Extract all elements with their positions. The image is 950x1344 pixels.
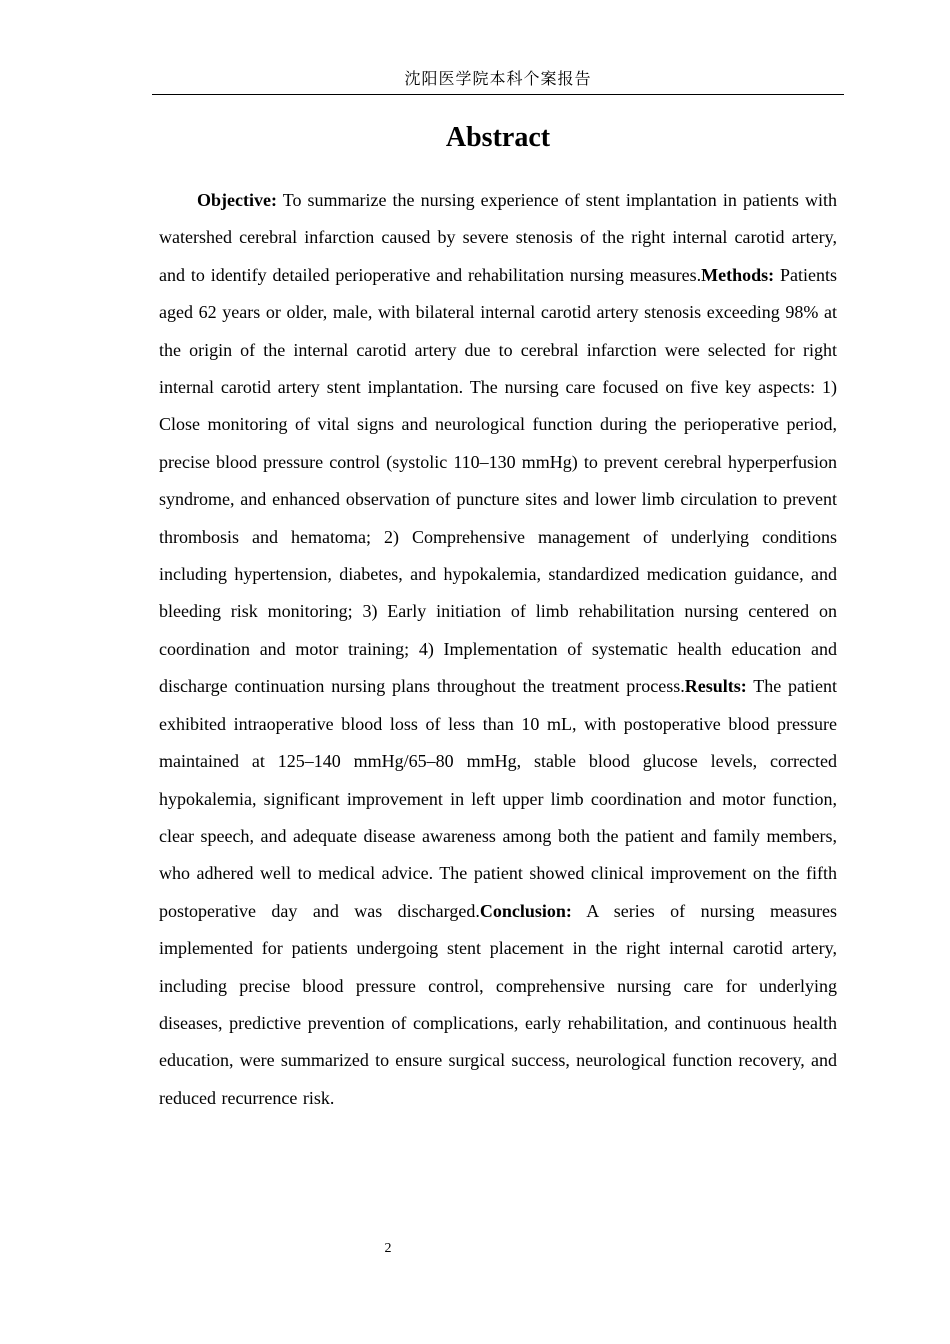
abstract-heading: Abstract (445, 122, 551, 153)
results-text: The patient exhibited intraoperative blood loss of less than 10 mL, with postoperative blood pressure maintained at 125–140 mmHg/65–80 mmHg, stable blood glucose levels, corrected hypokalemia, significant improvement in left upper limb coordination and motor function, clear speech, and adequate disease awareness among both the patient and family members, who adhered well to medical advice. The patient showed clinical improvement on the fifth postoperative day and was discharged. (159, 676, 837, 921)
objective-text: To summarize the nursing experience of stent implantation in patients with watershed cerebral infarction caused by severe stenosis of the right internal carotid artery, and to identify detailed perioperative and rehabilitation nursing measures. (159, 190, 837, 285)
results-label: Results: (684, 676, 747, 697)
page-header: 沈阳医学院本科个案报告 (152, 66, 844, 95)
page-number: 2 (384, 1241, 392, 1256)
methods-label: Methods: (701, 264, 775, 285)
conclusion-label: Conclusion: (479, 900, 572, 921)
methods-text: Patients aged 62 years or older, male, with bilateral internal carotid artery stenosis exceeding 98% at the origin of the internal carotid artery due to cerebral infarction were selected for right internal carotid artery stent implantation. The nursing care focused on five key aspects: 1) Close monitoring of vital signs and neurological function during the perioperative period, precise blood pressure control (systolic 110–130 mmHg) to prevent cerebral hyperperfusion syndrome, and enhanced observation of puncture sites and lower limb circulation to prevent thrombosis and hematoma; 2) Comprehensive management of underlying conditions including hypertension, diabetes, and hypokalemia, standardized medication guidance, and bleeding risk monitoring; 3) Early initiation of limb rehabilitation nursing centered on coordination and motor training; 4) Implementation of systematic health education and discharge continuation nursing plans throughout the treatment process. (159, 264, 838, 697)
objective-label: Objective: (197, 190, 277, 210)
conclusion-text: A series of nursing measures implemented for patients undergoing stent placement in the right internal carotid artery, including precise blood pressure control, comprehensive nursing care for underlying diseases, predictive prevention of complications, early rehabilitation, and continuous health education, were summarized to ensure surgical success, neurological function recovery, and reduced recurrence risk. (159, 900, 837, 1108)
abstract-body (159, 182, 837, 1117)
